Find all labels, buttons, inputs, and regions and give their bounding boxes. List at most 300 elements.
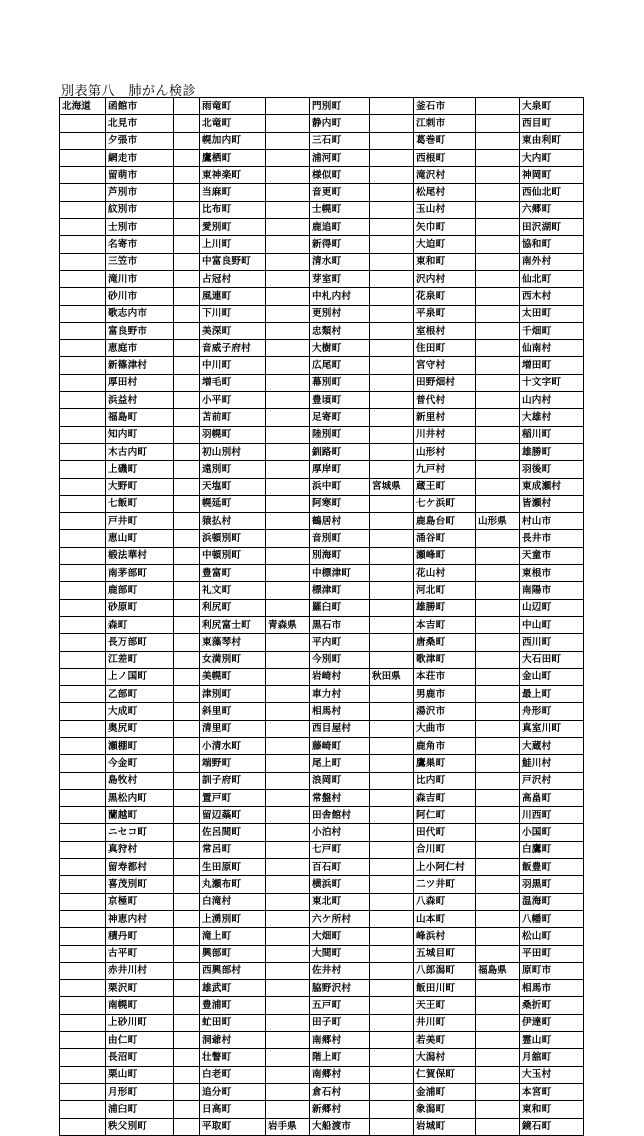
municipality-cell: 中富良野町	[200, 253, 266, 270]
municipality-cell: 大玉村	[520, 1066, 584, 1083]
prefecture-cell	[370, 772, 414, 789]
prefecture-cell	[370, 841, 414, 858]
municipality-cell: 平田町	[520, 945, 584, 962]
municipality-cell: 花山村	[414, 565, 476, 582]
municipality-cell: 生田原町	[200, 859, 266, 876]
prefecture-cell	[174, 98, 200, 115]
municipality-cell: 月形町	[106, 1083, 174, 1100]
municipality-cell: 田舎館村	[310, 807, 370, 824]
municipality-cell: 滝沢村	[414, 167, 476, 184]
prefecture-cell	[266, 288, 310, 305]
table-row	[60, 409, 584, 426]
prefecture-cell	[370, 1118, 414, 1135]
prefecture-cell	[174, 910, 200, 927]
prefecture-cell	[60, 703, 106, 720]
table-row	[60, 357, 584, 374]
table-row	[60, 668, 584, 685]
municipality-cell: 大泉町	[520, 98, 584, 115]
municipality-cell: 白老町	[200, 1066, 266, 1083]
municipality-cell: 栗山町	[106, 1066, 174, 1083]
municipality-cell: 天童市	[520, 547, 584, 564]
prefecture-cell	[476, 945, 520, 962]
prefecture-cell	[476, 184, 520, 201]
prefecture-cell	[370, 755, 414, 772]
prefecture-cell	[476, 1014, 520, 1031]
prefecture-cell	[266, 582, 310, 599]
municipality-cell: 壮瞥町	[200, 1049, 266, 1066]
municipality-cell: 大曲市	[414, 720, 476, 737]
municipality-cell: 芦別市	[106, 184, 174, 201]
municipality-cell: 中頓別町	[200, 547, 266, 564]
prefecture-cell	[476, 219, 520, 236]
prefecture-cell	[266, 409, 310, 426]
prefecture-cell	[60, 270, 106, 287]
prefecture-cell	[476, 253, 520, 270]
municipality-cell: 原町市	[520, 962, 584, 979]
prefecture-cell	[476, 288, 520, 305]
prefecture-cell	[370, 1049, 414, 1066]
municipality-cell: 田野畑村	[414, 374, 476, 391]
municipality-cell: 上ノ国町	[106, 668, 174, 685]
prefecture-cell	[60, 945, 106, 962]
table-row	[60, 322, 584, 339]
prefecture-cell	[60, 340, 106, 357]
municipality-cell: 矢巾町	[414, 219, 476, 236]
municipality-cell: 秩父別町	[106, 1118, 174, 1135]
prefecture-cell	[174, 616, 200, 633]
prefecture-cell	[266, 997, 310, 1014]
prefecture-cell	[476, 98, 520, 115]
municipality-cell: 普代村	[414, 392, 476, 409]
prefecture-cell	[266, 132, 310, 149]
municipality-cell: 天塩町	[200, 478, 266, 495]
municipality-cell: 東北町	[310, 893, 370, 910]
municipality-cell: 鷹栖町	[200, 149, 266, 166]
prefecture-cell	[174, 443, 200, 460]
prefecture-cell	[370, 720, 414, 737]
municipality-cell: 山辺町	[520, 599, 584, 616]
municipality-cell: 標津町	[310, 582, 370, 599]
prefecture-cell	[174, 945, 200, 962]
prefecture-cell	[370, 1032, 414, 1049]
prefecture-cell	[476, 859, 520, 876]
prefecture-cell	[60, 478, 106, 495]
prefecture-cell	[266, 789, 310, 806]
table-row	[60, 167, 584, 184]
prefecture-cell	[266, 1083, 310, 1100]
municipality-cell: 協和町	[520, 236, 584, 253]
prefecture-cell	[370, 288, 414, 305]
municipality-cell: 沢内村	[414, 270, 476, 287]
municipality-cell: 羽後町	[520, 461, 584, 478]
municipality-cell: 中札内村	[310, 288, 370, 305]
municipality-cell: 天王町	[414, 997, 476, 1014]
municipality-cell: 北見市	[106, 115, 174, 132]
table-row	[60, 755, 584, 772]
prefecture-cell	[60, 132, 106, 149]
municipality-cell: 豊浦町	[200, 997, 266, 1014]
prefecture-cell	[174, 322, 200, 339]
prefecture-cell	[174, 841, 200, 858]
prefecture-cell	[174, 789, 200, 806]
municipality-cell: 芽室町	[310, 270, 370, 287]
municipality-cell: 瀬峰町	[414, 547, 476, 564]
municipality-cell: 八郎潟町	[414, 962, 476, 979]
prefecture-cell	[476, 737, 520, 754]
prefecture-cell	[266, 1066, 310, 1083]
prefecture-cell	[266, 547, 310, 564]
municipality-cell: 湯沢市	[414, 703, 476, 720]
prefecture-cell	[370, 115, 414, 132]
prefecture-cell	[174, 495, 200, 512]
municipality-cell: 住田町	[414, 340, 476, 357]
municipality-cell: 玉山村	[414, 201, 476, 218]
prefecture-cell	[476, 703, 520, 720]
municipality-cell: 椴法華村	[106, 547, 174, 564]
municipality-cell: 西川町	[520, 634, 584, 651]
table-row	[60, 340, 584, 357]
municipality-cell: 西仙北町	[520, 184, 584, 201]
prefecture-cell	[476, 980, 520, 997]
prefecture-cell	[476, 236, 520, 253]
prefecture-cell	[174, 928, 200, 945]
municipality-cell: 雄勝町	[520, 443, 584, 460]
municipality-cell: 今別町	[310, 651, 370, 668]
prefecture-cell	[60, 841, 106, 858]
prefecture-cell	[370, 322, 414, 339]
page-title: 別表第八 肺がん検診	[61, 84, 197, 99]
prefecture-cell: 宮城県	[370, 478, 414, 495]
table-row	[60, 686, 584, 703]
prefecture-cell	[370, 1014, 414, 1031]
prefecture-cell	[476, 824, 520, 841]
municipality-cell: 鮭川村	[520, 755, 584, 772]
table-row	[60, 841, 584, 858]
municipality-cell: 奥尻町	[106, 720, 174, 737]
municipality-cell: 江刺市	[414, 115, 476, 132]
table-row	[60, 720, 584, 737]
prefecture-cell	[60, 720, 106, 737]
municipality-cell: 阿仁町	[414, 807, 476, 824]
municipality-cell: 二ツ井町	[414, 876, 476, 893]
prefecture-cell	[266, 495, 310, 512]
municipality-cell: 南幌町	[106, 997, 174, 1014]
municipality-cell: 上小阿仁村	[414, 859, 476, 876]
table-row	[60, 495, 584, 512]
prefecture-cell	[60, 668, 106, 685]
prefecture-cell	[476, 443, 520, 460]
municipality-cell: 平取町	[200, 1118, 266, 1135]
prefecture-cell	[266, 893, 310, 910]
table-row	[60, 565, 584, 582]
table-row	[60, 426, 584, 443]
prefecture-cell	[476, 928, 520, 945]
municipality-cell: 舟形町	[520, 703, 584, 720]
prefecture-cell	[266, 426, 310, 443]
municipality-cell: 鶴居村	[310, 513, 370, 530]
prefecture-cell	[60, 910, 106, 927]
prefecture-cell	[174, 392, 200, 409]
prefecture-cell	[476, 340, 520, 357]
prefecture-cell	[370, 305, 414, 322]
municipality-cell: 花泉町	[414, 288, 476, 305]
municipality-cell: 佐井村	[310, 962, 370, 979]
prefecture-cell	[266, 340, 310, 357]
municipality-cell: 鹿島台町	[414, 513, 476, 530]
municipality-cell: 恵山町	[106, 530, 174, 547]
prefecture-cell	[60, 1049, 106, 1066]
prefecture-cell	[60, 1066, 106, 1083]
table-row	[60, 305, 584, 322]
municipality-cell: 平泉町	[414, 305, 476, 322]
municipality-cell: 山本町	[414, 910, 476, 927]
municipality-cell: 長井市	[520, 530, 584, 547]
prefecture-cell	[174, 270, 200, 287]
municipality-cell: 愛別町	[200, 219, 266, 236]
municipality-cell: 士幌町	[310, 201, 370, 218]
municipality-cell: 豊富町	[200, 565, 266, 582]
prefecture-cell	[370, 582, 414, 599]
prefecture-cell	[476, 893, 520, 910]
table-row	[60, 824, 584, 841]
prefecture-cell	[476, 478, 520, 495]
prefecture-cell	[266, 443, 310, 460]
prefecture-cell	[174, 807, 200, 824]
municipality-cell: 釜石市	[414, 98, 476, 115]
prefecture-cell	[370, 253, 414, 270]
municipality-cell: 音更町	[310, 184, 370, 201]
table-row	[60, 910, 584, 927]
municipality-cell: 黒松内町	[106, 789, 174, 806]
prefecture-cell	[174, 115, 200, 132]
municipality-cell: 東由利町	[520, 132, 584, 149]
prefecture-cell	[370, 149, 414, 166]
prefecture-cell	[174, 582, 200, 599]
municipality-cell: 由仁町	[106, 1032, 174, 1049]
table-row	[60, 876, 584, 893]
prefecture-cell	[174, 149, 200, 166]
municipality-cell: 高畠町	[520, 789, 584, 806]
prefecture-cell	[174, 201, 200, 218]
prefecture-cell	[266, 98, 310, 115]
prefecture-cell: 北海道	[60, 98, 106, 115]
prefecture-cell	[370, 910, 414, 927]
prefecture-cell	[60, 789, 106, 806]
prefecture-cell	[60, 686, 106, 703]
prefecture-cell	[370, 357, 414, 374]
prefecture-cell	[370, 201, 414, 218]
municipality-cell: 雄勝町	[414, 599, 476, 616]
municipality-cell: 本宮町	[520, 1083, 584, 1100]
municipality-cell: 別海町	[310, 547, 370, 564]
prefecture-cell	[60, 392, 106, 409]
municipality-cell: 白滝村	[200, 893, 266, 910]
municipality-cell: 大間町	[310, 945, 370, 962]
prefecture-cell	[60, 547, 106, 564]
municipality-cell: 神岡町	[520, 167, 584, 184]
municipality-cell: 室根村	[414, 322, 476, 339]
municipality-cell: 鷹巣町	[414, 755, 476, 772]
municipality-cell: 田代町	[414, 824, 476, 841]
prefecture-cell	[60, 824, 106, 841]
table-row	[60, 928, 584, 945]
municipality-cell: 田子町	[310, 1014, 370, 1031]
prefecture-cell: 福島県	[476, 962, 520, 979]
municipality-cell: 大船渡市	[310, 1118, 370, 1135]
municipality-cell: 羽幌町	[200, 426, 266, 443]
municipality-cell: 常盤村	[310, 789, 370, 806]
municipality-cell: 新郷村	[310, 1101, 370, 1118]
municipality-cell: 音別町	[310, 530, 370, 547]
municipality-cell: 井川町	[414, 1014, 476, 1031]
municipality-cell: 東和町	[414, 253, 476, 270]
prefecture-cell	[60, 1014, 106, 1031]
prefecture-cell	[476, 270, 520, 287]
municipality-cell: 戸井町	[106, 513, 174, 530]
municipality-cell: 歌志内市	[106, 305, 174, 322]
municipality-cell: 峰浜村	[414, 928, 476, 945]
prefecture-cell	[266, 461, 310, 478]
prefecture-cell	[60, 322, 106, 339]
prefecture-cell	[266, 1014, 310, 1031]
municipality-cell: 大内町	[520, 149, 584, 166]
prefecture-cell	[60, 513, 106, 530]
municipality-cell: 栗沢町	[106, 980, 174, 997]
prefecture-cell	[266, 962, 310, 979]
prefecture-cell	[60, 201, 106, 218]
municipality-cell: 八幡町	[520, 910, 584, 927]
prefecture-cell	[476, 357, 520, 374]
municipality-cell: 上湧別町	[200, 910, 266, 927]
municipality-cell: 砂川市	[106, 288, 174, 305]
municipality-cell: 長沼町	[106, 1049, 174, 1066]
prefecture-cell	[174, 737, 200, 754]
prefecture-cell	[370, 893, 414, 910]
municipality-cell: 比内町	[414, 772, 476, 789]
table-row	[60, 270, 584, 287]
prefecture-cell	[476, 374, 520, 391]
prefecture-cell	[476, 1049, 520, 1066]
prefecture-cell	[174, 167, 200, 184]
prefecture-cell	[476, 201, 520, 218]
municipality-cell: 相馬村	[310, 703, 370, 720]
municipality-cell: 仙南村	[520, 340, 584, 357]
prefecture-cell	[174, 599, 200, 616]
prefecture-cell	[370, 634, 414, 651]
prefecture-cell	[476, 1066, 520, 1083]
prefecture-cell	[60, 565, 106, 582]
municipality-cell: 比布町	[200, 201, 266, 218]
municipality-cell: 象潟町	[414, 1101, 476, 1118]
municipality-cell: 士別市	[106, 219, 174, 236]
prefecture-cell	[60, 893, 106, 910]
municipality-cell: 古平町	[106, 945, 174, 962]
municipality-cell: 更別村	[310, 305, 370, 322]
municipality-cell: 黒石市	[310, 616, 370, 633]
prefecture-cell	[370, 859, 414, 876]
table-row	[60, 582, 584, 599]
prefecture-cell	[266, 720, 310, 737]
municipality-cell: 当麻町	[200, 184, 266, 201]
prefecture-cell	[370, 651, 414, 668]
municipality-cell: 金浦町	[414, 1083, 476, 1100]
prefecture-cell	[174, 1083, 200, 1100]
prefecture-cell	[476, 115, 520, 132]
municipality-cell: 浦臼町	[106, 1101, 174, 1118]
prefecture-cell	[476, 495, 520, 512]
prefecture-cell	[174, 565, 200, 582]
prefecture-cell	[370, 426, 414, 443]
prefecture-cell	[174, 374, 200, 391]
municipality-cell: 江差町	[106, 651, 174, 668]
prefecture-cell	[370, 876, 414, 893]
table-row	[60, 1118, 584, 1135]
municipality-cell: 大潟村	[414, 1049, 476, 1066]
municipality-cell: 本荘市	[414, 668, 476, 685]
prefecture-cell	[370, 236, 414, 253]
municipality-cell: 留辺蘂町	[200, 807, 266, 824]
prefecture-cell	[174, 1118, 200, 1135]
municipality-cell: 三笠市	[106, 253, 174, 270]
municipality-cell: 羽黒町	[520, 876, 584, 893]
municipality-cell: 中標津町	[310, 565, 370, 582]
prefecture-cell	[476, 1101, 520, 1118]
municipality-cell: 増毛町	[200, 374, 266, 391]
prefecture-cell	[266, 928, 310, 945]
municipality-cell: 雄武町	[200, 980, 266, 997]
prefecture-cell	[266, 1049, 310, 1066]
municipality-cell: 新篠津村	[106, 357, 174, 374]
municipality-cell: 涌谷町	[414, 530, 476, 547]
prefecture-cell	[370, 616, 414, 633]
prefecture-cell	[476, 668, 520, 685]
municipality-cell: 鹿角市	[414, 737, 476, 754]
prefecture-cell	[60, 461, 106, 478]
municipality-cell: 松尾村	[414, 184, 476, 201]
prefecture-cell	[476, 461, 520, 478]
prefecture-cell	[60, 374, 106, 391]
prefecture-cell	[370, 599, 414, 616]
municipality-cell: 留寿都村	[106, 859, 174, 876]
prefecture-cell	[266, 184, 310, 201]
municipality-cell: 美深町	[200, 322, 266, 339]
prefecture-cell	[174, 478, 200, 495]
municipality-cell: 松山町	[520, 928, 584, 945]
table-row	[60, 1066, 584, 1083]
municipality-cell: 横浜町	[310, 876, 370, 893]
prefecture-cell	[266, 599, 310, 616]
municipality-cell: 小平町	[200, 392, 266, 409]
prefecture-cell	[476, 720, 520, 737]
prefecture-cell	[370, 409, 414, 426]
municipality-cell: 砂原町	[106, 599, 174, 616]
municipality-cell: 下川町	[200, 305, 266, 322]
municipality-cell: 日高町	[200, 1101, 266, 1118]
prefecture-cell	[60, 582, 106, 599]
municipality-cell: 乙部町	[106, 686, 174, 703]
municipality-cell: 山内村	[520, 392, 584, 409]
prefecture-cell	[476, 1083, 520, 1100]
municipality-cell: 常呂町	[200, 841, 266, 858]
municipality-cell: 釧路町	[310, 443, 370, 460]
table-row	[60, 1083, 584, 1100]
table-row	[60, 807, 584, 824]
prefecture-cell	[370, 270, 414, 287]
table-row	[60, 859, 584, 876]
municipality-cell: 滝川市	[106, 270, 174, 287]
table-row	[60, 772, 584, 789]
municipality-cell: 鹿追町	[310, 219, 370, 236]
